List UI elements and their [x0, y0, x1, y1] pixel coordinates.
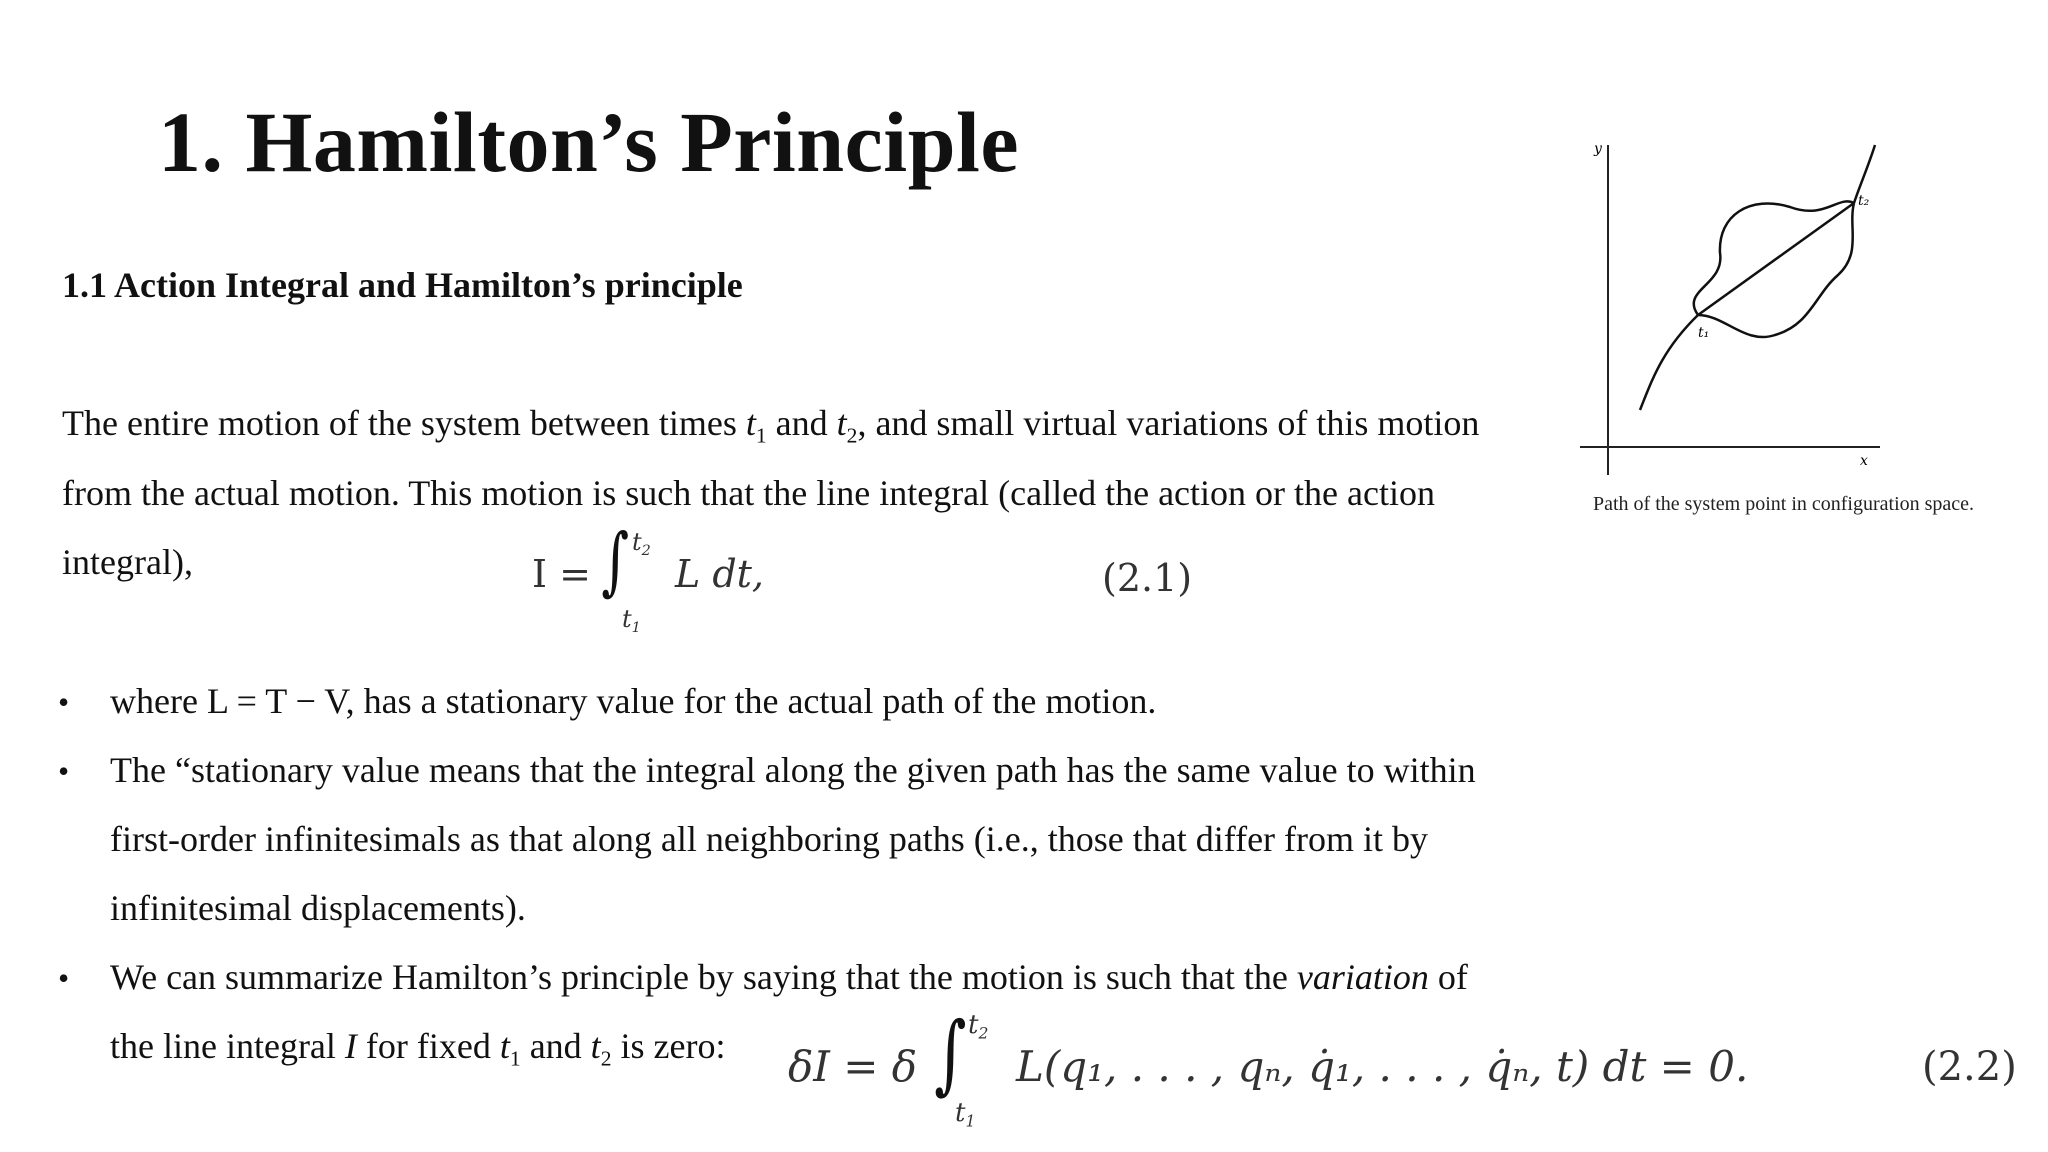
intro-text: The entire motion of the system between times	[62, 403, 746, 443]
eq2-lower-limit	[955, 1098, 975, 1130]
bullet-3-text: is zero:	[611, 1026, 726, 1066]
bullet-marker: •	[58, 684, 70, 720]
eq2-number: (2.2)	[1922, 1044, 2017, 1090]
bullet-2-line-1: The “stationary value means that the integral along the given path has the same value to within	[110, 750, 1476, 790]
bullet-2-line-2: first-order infinitesimals as that along all neighboring paths (i.e., those that differ from it by	[110, 819, 1429, 859]
I-symbol: I	[344, 1026, 357, 1066]
eq2-integrand: L(q₁, . . . , qₙ, q̇₁, . . . , q̇ₙ, t) dt = 0.	[1016, 1042, 1749, 1091]
limit-t: t	[968, 1010, 979, 1040]
eq1-lhs: I =	[532, 552, 591, 596]
and-text: and	[766, 403, 837, 443]
intro-line-3: integral),	[62, 542, 193, 582]
page-title: 1. Hamilton’s Principle	[158, 94, 1020, 190]
bullet-3-text: and	[520, 1026, 591, 1066]
limit-sub: 2	[978, 1024, 989, 1043]
eq1-upper-limit	[632, 528, 651, 559]
intro-line-2: from the actual motion. This motion is such that the line integral (called the action or the action	[62, 473, 1435, 513]
eq1-lower-limit	[622, 605, 641, 636]
bullet-2-line-3: infinitesimal displacements).	[110, 888, 526, 928]
intro-text: , and small virtual variations of this motion	[857, 403, 1480, 443]
t2-label: t₂	[1858, 193, 1870, 209]
configuration-space-figure	[1580, 135, 1880, 475]
t-symbol: t	[590, 1026, 601, 1066]
bullet-3-text: the line integral	[110, 1026, 345, 1066]
eq1-integral-sign: ∫	[601, 518, 630, 604]
eq2-lhs: δI = δ	[788, 1042, 918, 1091]
figure-caption: Path of the system point in configuration space.	[1593, 493, 1975, 515]
bullet-1-text: where L = T − V, has a stationary value for the actual path of the motion.	[110, 681, 1157, 721]
t-symbol: t	[836, 403, 847, 443]
intro-line-1	[62, 402, 1479, 457]
bullet-3-line-1	[110, 956, 1468, 998]
bullet-3-text: We can summarize Hamilton’s principle by saying that the motion is such that the	[110, 957, 1297, 997]
subscript: 1	[509, 1046, 521, 1071]
y-axis-label: y	[1594, 141, 1602, 157]
limit-t: t	[622, 605, 632, 633]
t1-label: t₁	[1698, 325, 1710, 341]
limit-sub: 2	[641, 543, 651, 560]
subscript: 2	[846, 423, 858, 448]
limit-sub: 1	[965, 1112, 976, 1131]
limit-sub: 1	[631, 620, 641, 637]
varied-path-upper	[1694, 201, 1854, 315]
bullet-3-line-2	[110, 1025, 725, 1080]
bullet-3-text: of	[1428, 957, 1468, 997]
t-symbol: t	[499, 1026, 510, 1066]
bullet-3-text: for fixed	[356, 1026, 500, 1066]
bullet-marker: •	[58, 960, 70, 996]
eq2-integral-sign: ∫	[934, 1004, 967, 1104]
eq1-number: (2.1)	[1102, 556, 1193, 600]
eq1-integrand: L dt,	[675, 552, 764, 596]
path-lead-in	[1640, 315, 1698, 410]
bullet-marker: •	[58, 753, 70, 789]
varied-path-lower	[1698, 203, 1854, 337]
emphasis-variation: variation	[1296, 957, 1429, 997]
x-axis-label: x	[1860, 453, 1868, 469]
subscript: 1	[755, 423, 767, 448]
section-heading: 1.1 Action Integral and Hamilton’s principle	[62, 265, 743, 305]
limit-t: t	[632, 528, 642, 556]
limit-t: t	[955, 1098, 966, 1128]
subscript: 2	[600, 1046, 612, 1071]
eq2-upper-limit	[968, 1010, 988, 1042]
t-symbol: t	[745, 403, 756, 443]
